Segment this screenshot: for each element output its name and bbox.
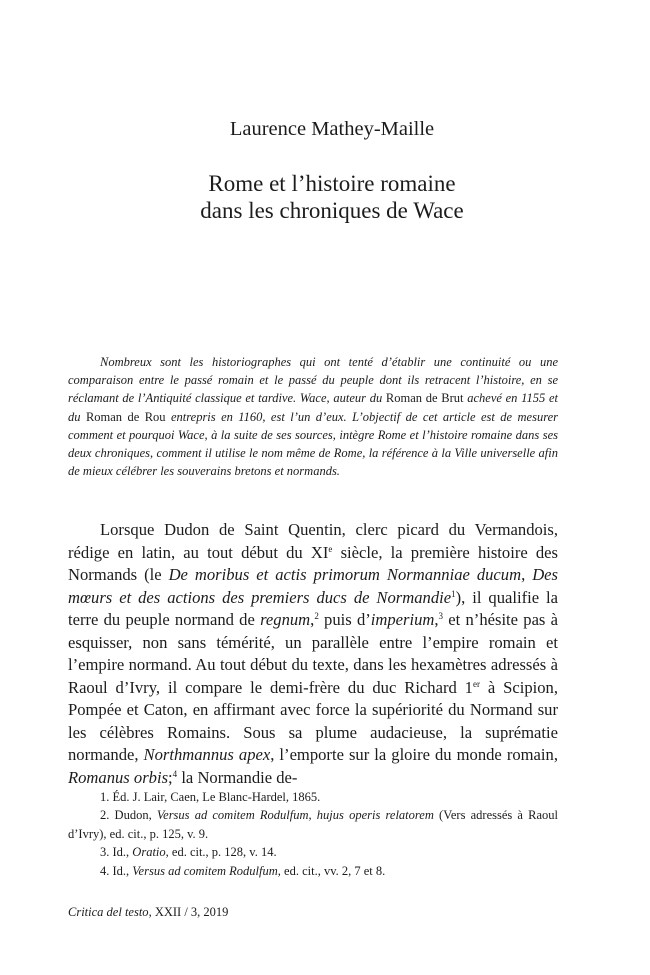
running-footer — [68, 905, 228, 920]
work-title: Versus ad comitem Rodulfum, hujus operis relatorem — [156, 808, 434, 823]
text-run: siècle, la première histoire des Normands (le — [68, 542, 559, 584]
latin-term: Romanus orbis — [68, 767, 169, 787]
footnote-ref-3[interactable]: 3 — [438, 611, 444, 621]
latin-title: De moribus et actis primorum Normanniae ducum — [168, 565, 522, 584]
footnote-ref-4[interactable]: 4 — [172, 768, 178, 779]
abstract-text: Nombreux sont les historiographes qui ont tenté d’établir une continuité ou une comparaison entre le passé romain et le passé du peuple dont ils retracent l’histoire, en se réclamant de l’Antiquité classique et tardive. Wace, auteur du — [68, 355, 558, 406]
footnote-ref-2[interactable]: 2 — [314, 611, 319, 621]
text-run: , ed. cit., p. 128, v. 14. — [165, 845, 277, 860]
author-name: Laurence Mathey-Maille — [229, 118, 435, 140]
abstract-text: entrepris en 1160, est l’un d’eux. L’objectif de cet article est de mesurer comment et pourquoi Wace, à la suite de ses sources, intègre Rome et l’histoire romaine dans ses deux chroniques, comment il utilise le nom même de Rome, la référence à la Ville universelle afin de mieux célébrer les souverains bretons et normands. — [68, 409, 559, 479]
latin-term: imperium — [370, 610, 435, 629]
title-line-1: Rome et l’histoire romaine — [208, 171, 456, 196]
article-title — [0, 170, 650, 224]
body-paragraph — [68, 519, 558, 789]
text-run: Lorsque Dudon de Saint Quentin, clerc picard du Vermandois, rédige en latin, au tout début du XI — [68, 520, 558, 562]
text-run: et n’hésite pas à esquisser, non sans témérité, un parallèle entre l’empire romain et l’empire normand. Au tout début du texte, dans les hexamètres adressés à Raoul d’Ivry, il compare le demi-frère du duc Richard 1 — [68, 610, 558, 697]
footnote-2 — [68, 806, 558, 843]
work-title-rou: Roman de Rou — [85, 409, 166, 424]
abstract-text: achevé en 1155 et du — [68, 391, 558, 424]
journal-name: Critica del testo — [68, 905, 149, 919]
footnotes — [68, 788, 558, 880]
abstract-paragraph — [68, 353, 558, 480]
text-run: 3. Id., — [100, 845, 133, 860]
abstract — [68, 353, 558, 480]
text-run: , — [310, 610, 315, 629]
text-run: ed. cit., vv. 2, 7 et 8. — [280, 863, 386, 878]
text-run: 2. Dudon, — [100, 808, 157, 823]
title-line-2: dans les chroniques de Wace — [200, 198, 464, 223]
text-run: (Vers adressés à Raoul d’Ivry), ed. cit., p. 125, v. 9. — [68, 808, 559, 841]
superscript: e — [328, 543, 333, 554]
journal-issue: , XXII / 3, 2019 — [148, 905, 229, 919]
text-run: ), il qualifie la terre du peuple normand de — [68, 587, 558, 629]
work-title-brut: Roman de Brut — [385, 391, 464, 406]
text-run: , — [521, 565, 533, 584]
footnote-4 — [68, 862, 558, 880]
superscript: er — [472, 678, 480, 689]
body-text — [68, 519, 558, 789]
latin-term: regnum — [260, 610, 311, 629]
work-title: Versus ad comitem Rodulfum, — [132, 863, 281, 878]
footnote-ref-1[interactable]: 1 — [451, 588, 456, 599]
text-run: à Scipion, Pompée et Caton, en affirmant avec force la supériorité du Normand sur les célèbres Romains. Sous sa plume audacieuse, la suprématie normande, — [68, 677, 558, 764]
text-run: puis d’ — [318, 610, 371, 629]
french-title: Des mœurs et des actions des premiers ducs de Normandie — [68, 565, 558, 607]
footnote-1: 1. Éd. J. Lair, Caen, Le Blanc-Hardel, 1865. — [100, 790, 321, 804]
text-run: la Normandie de- — [177, 767, 298, 787]
text-run: , l’emporte sur la gloire du monde romain, — [270, 745, 558, 764]
latin-term: Northmannus apex — [143, 745, 271, 764]
text-run: , — [434, 610, 439, 629]
text-run: ; — [168, 767, 173, 787]
text-run: 4. Id., — [100, 863, 133, 878]
footnote-3 — [68, 843, 558, 861]
work-title: Oratio — [132, 845, 166, 860]
